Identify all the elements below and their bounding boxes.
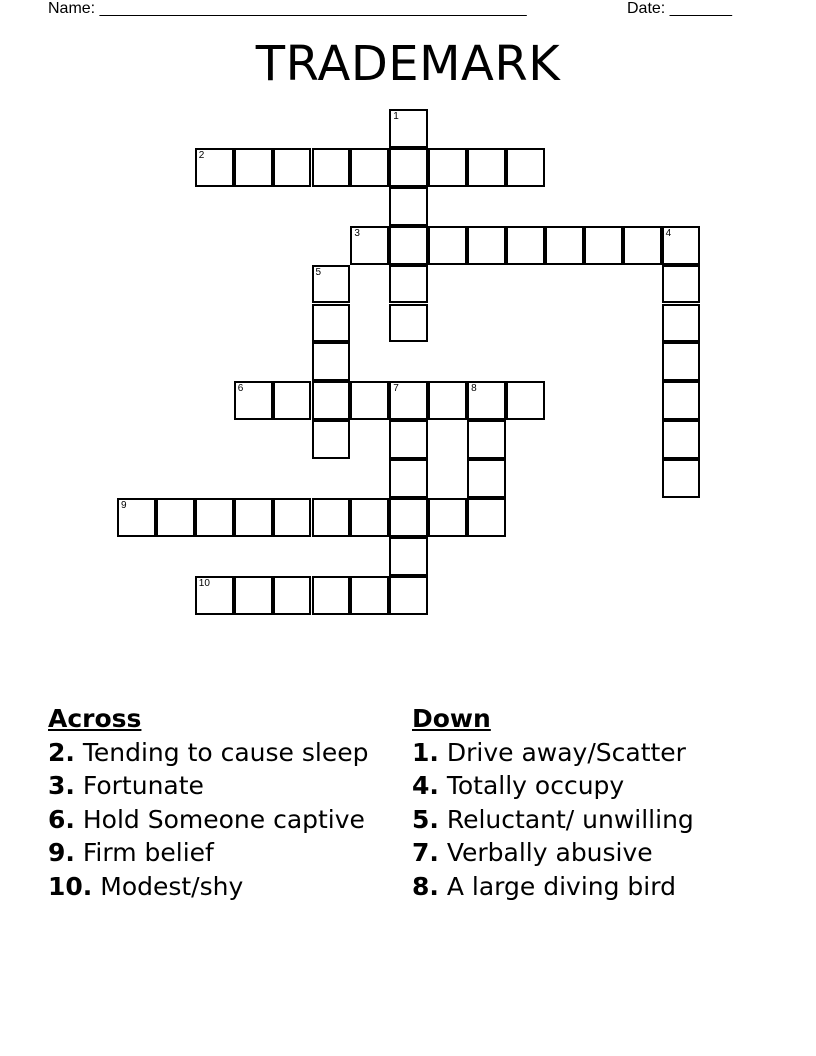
crossword-cell[interactable] bbox=[428, 498, 467, 537]
crossword-cell[interactable] bbox=[662, 381, 701, 420]
crossword-cell[interactable] bbox=[662, 304, 701, 343]
clue-text: Drive away/Scatter bbox=[438, 737, 686, 767]
clue-number: 4. bbox=[412, 771, 439, 800]
clue-text: Hold Someone captive bbox=[74, 804, 365, 834]
cell-number: 5 bbox=[315, 266, 322, 278]
crossword-cell[interactable] bbox=[662, 459, 701, 498]
clue-across-6 bbox=[48, 803, 369, 837]
crossword-cell[interactable] bbox=[312, 304, 351, 343]
clue-number: 8. bbox=[412, 871, 439, 901]
crossword-cell[interactable] bbox=[389, 265, 428, 304]
clue-down-7 bbox=[412, 836, 694, 870]
crossword-cell[interactable] bbox=[389, 148, 428, 187]
clue-text: Fortunate bbox=[74, 771, 204, 800]
down-heading: Down bbox=[412, 704, 491, 733]
crossword-cell[interactable] bbox=[234, 576, 273, 615]
name-field-label: Name: ________________________________________________ bbox=[48, 0, 527, 17]
crossword-cell[interactable] bbox=[273, 498, 312, 537]
crossword-cell[interactable] bbox=[662, 265, 701, 304]
crossword-cell[interactable] bbox=[428, 226, 467, 265]
clue-across-9 bbox=[48, 836, 369, 870]
crossword-cell[interactable] bbox=[467, 226, 506, 265]
crossword-cell[interactable] bbox=[312, 148, 351, 187]
cell-number: 9 bbox=[121, 500, 127, 511]
clue-down-1 bbox=[412, 736, 694, 770]
crossword-cell[interactable] bbox=[506, 381, 545, 420]
crossword-cell[interactable] bbox=[389, 226, 428, 265]
crossword-cell[interactable] bbox=[350, 576, 389, 615]
crossword-cell[interactable] bbox=[234, 148, 273, 187]
crossword-cell[interactable] bbox=[428, 148, 467, 187]
clue-number: 1. bbox=[412, 737, 439, 767]
cell-number: 1 bbox=[393, 111, 399, 122]
crossword-cell[interactable] bbox=[545, 226, 584, 265]
clue-down-4 bbox=[412, 769, 694, 803]
clue-number: 7. bbox=[412, 838, 439, 867]
crossword-cell[interactable] bbox=[350, 498, 389, 537]
crossword-cell[interactable] bbox=[273, 381, 312, 420]
cell-number: 2 bbox=[198, 149, 205, 161]
crossword-cell[interactable] bbox=[623, 226, 662, 265]
clue-text: A large diving bird bbox=[438, 871, 676, 901]
crossword-cell[interactable] bbox=[506, 226, 545, 265]
clue-text: Verbally abusive bbox=[438, 838, 653, 867]
clue-number: 3. bbox=[48, 771, 75, 800]
clue-down-5 bbox=[412, 803, 694, 837]
cell-number: 4 bbox=[665, 227, 672, 239]
crossword-cell[interactable] bbox=[350, 148, 389, 187]
crossword-cell[interactable] bbox=[428, 381, 467, 420]
clue-number: 10. bbox=[48, 871, 93, 901]
crossword-cell[interactable] bbox=[662, 420, 701, 459]
crossword-cell[interactable] bbox=[312, 265, 351, 304]
clue-text: Firm belief bbox=[74, 838, 214, 867]
crossword-cell[interactable] bbox=[389, 381, 428, 420]
clue-text: Reluctant/ unwilling bbox=[438, 804, 694, 834]
crossword-cell[interactable] bbox=[389, 109, 428, 148]
crossword-cell[interactable] bbox=[312, 381, 351, 420]
crossword-cell[interactable] bbox=[389, 459, 428, 498]
crossword-cell[interactable] bbox=[467, 420, 506, 459]
crossword-cell[interactable] bbox=[389, 576, 428, 615]
crossword-cell[interactable] bbox=[662, 342, 701, 381]
clue-down-8 bbox=[412, 870, 694, 904]
crossword-cell[interactable] bbox=[506, 148, 545, 187]
clue-across-3 bbox=[48, 769, 369, 803]
clue-text: Tending to cause sleep bbox=[74, 737, 369, 767]
crossword-cell[interactable] bbox=[195, 576, 234, 615]
across-clues bbox=[48, 702, 369, 903]
crossword-cell[interactable] bbox=[350, 381, 389, 420]
cell-number: 7 bbox=[393, 383, 399, 395]
cell-number: 10 bbox=[198, 577, 210, 589]
crossword-cell[interactable] bbox=[156, 498, 195, 537]
clue-across-2 bbox=[48, 736, 369, 770]
crossword-cell[interactable] bbox=[389, 537, 428, 576]
crossword-cell[interactable] bbox=[312, 342, 351, 381]
clue-number: 6. bbox=[48, 804, 75, 834]
clue-text: Totally occupy bbox=[438, 771, 625, 800]
crossword-cell[interactable] bbox=[312, 498, 351, 537]
across-heading: Across bbox=[48, 704, 142, 733]
clue-number: 2. bbox=[48, 737, 75, 767]
crossword-cell[interactable] bbox=[234, 381, 273, 420]
crossword-cell[interactable] bbox=[234, 498, 273, 537]
crossword-cell[interactable] bbox=[195, 148, 234, 187]
crossword-cell[interactable] bbox=[467, 459, 506, 498]
crossword-cell[interactable] bbox=[273, 148, 312, 187]
crossword-cell[interactable] bbox=[389, 187, 428, 226]
cell-number: 8 bbox=[471, 383, 477, 395]
crossword-cell[interactable] bbox=[584, 226, 623, 265]
crossword-cell[interactable] bbox=[467, 381, 506, 420]
crossword-cell[interactable] bbox=[389, 304, 428, 343]
page-title: TRADEMARK bbox=[255, 36, 561, 92]
cell-number: 6 bbox=[237, 383, 244, 395]
crossword-cell[interactable] bbox=[195, 498, 234, 537]
crossword-cell[interactable] bbox=[467, 498, 506, 537]
clue-across-10 bbox=[48, 870, 369, 904]
crossword-cell[interactable] bbox=[350, 226, 389, 265]
down-clues bbox=[412, 702, 694, 903]
crossword-cell[interactable] bbox=[117, 498, 156, 537]
crossword-cell[interactable] bbox=[312, 576, 351, 615]
clue-number: 5. bbox=[412, 804, 439, 834]
crossword-cell[interactable] bbox=[389, 420, 428, 459]
clue-text: Modest/shy bbox=[92, 871, 244, 901]
crossword-cell[interactable] bbox=[662, 226, 701, 265]
crossword-cell[interactable] bbox=[312, 420, 351, 459]
crossword-cell[interactable] bbox=[467, 148, 506, 187]
crossword-cell[interactable] bbox=[273, 576, 312, 615]
date-field-label: Date: _______ bbox=[627, 0, 732, 17]
crossword-cell[interactable] bbox=[389, 498, 428, 537]
cell-number: 3 bbox=[354, 227, 360, 239]
clue-number: 9. bbox=[48, 838, 75, 867]
